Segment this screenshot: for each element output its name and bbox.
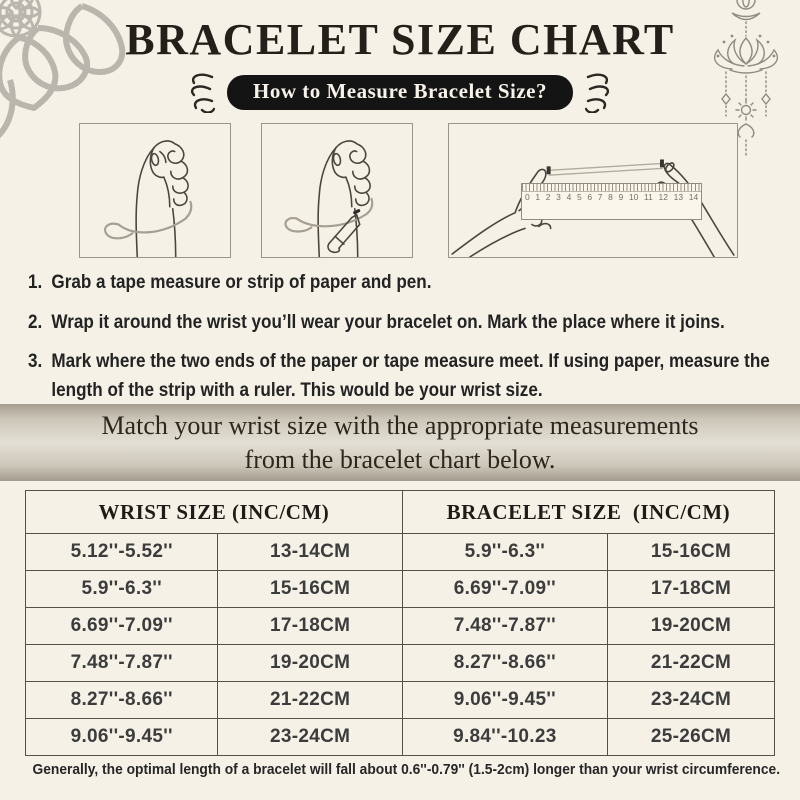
ruler-number: 4: [566, 191, 572, 202]
wrist-cm-cell: 15-16CM: [218, 571, 402, 608]
match-size-banner: [0, 404, 800, 481]
wrist-cm-cell: 23-24CM: [218, 719, 402, 756]
table-row: [26, 571, 775, 608]
wrist-cm-cell: 17-18CM: [218, 608, 402, 645]
page-title: BRACELET SIZE CHART: [125, 15, 675, 64]
hand-with-string-icon: [80, 124, 230, 257]
ruler-numbers: [522, 192, 701, 202]
table-row: [26, 719, 775, 756]
step-number: 1.: [28, 272, 43, 293]
ruler-number: 13: [673, 191, 684, 202]
bracelet-size-header: BRACELET SIZE (INC/CM): [402, 491, 774, 534]
wrist-inches-cell: 5.9''-6.3'': [26, 571, 218, 608]
bracelet-cm-cell: 15-16CM: [607, 534, 774, 571]
squiggle-flourish-right-icon: [585, 71, 615, 113]
ruler-number: 10: [628, 191, 639, 202]
step-number: 2.: [28, 311, 43, 333]
step-text: Grab a tape measure or strip of paper and pen.: [51, 272, 432, 293]
ruler-tick-marks: [522, 184, 701, 192]
table-header-row: [26, 491, 775, 534]
ruler-number: 5: [576, 191, 582, 202]
table-row: [26, 645, 775, 682]
bracelet-inches-cell: 8.27''-8.66'': [402, 645, 607, 682]
illustration-box-mark-pen: [261, 123, 413, 258]
wrist-size-header: WRIST SIZE (INC/CM): [26, 491, 403, 534]
bracelet-inches-cell: 5.9''-6.3'': [402, 534, 607, 571]
wrist-cm-cell: 13-14CM: [218, 534, 402, 571]
bracelet-cm-cell: 23-24CM: [607, 682, 774, 719]
ruler-number: 12: [658, 191, 668, 202]
table-row: [26, 608, 775, 645]
step-text: Mark where the two ends of the paper or tape measure meet. If using paper, measure the length of the strip with a ruler. This would be your wrist size.: [51, 351, 770, 401]
bracelet-inches-cell: 7.48''-7.87'': [402, 608, 607, 645]
step-number: 3.: [28, 351, 43, 372]
wrist-inches-cell: 9.06''-9.45'': [26, 719, 218, 756]
table-row: [26, 682, 775, 719]
ruler-number: 14: [688, 191, 699, 202]
bracelet-cm-cell: 17-18CM: [607, 571, 774, 608]
ruler-number: 6: [587, 191, 593, 202]
ruler: [521, 183, 702, 220]
footer-note-text: Generally, the optimal length of a bracelet will fall about 0.6''-0.79'' (1.5-2cm) longer than your wrist circumference.: [32, 761, 781, 778]
banner-line-1: Match your wrist size with the appropriate measurements: [101, 410, 699, 440]
illustration-box-wrap-string: [79, 123, 231, 258]
footer-note: [0, 761, 800, 779]
wrist-inches-cell: 5.12''-5.52'': [26, 534, 218, 571]
wrist-inches-cell: 8.27''-8.66'': [26, 682, 218, 719]
ruler-number: 11: [644, 191, 653, 202]
ruler-number: 1: [535, 191, 541, 202]
step-text: Wrap it around the wrist you’ll wear your bracelet on. Mark the place where it joins.: [51, 311, 725, 333]
how-to-measure-badge: How to Measure Bracelet Size?: [227, 75, 573, 110]
instruction-step-2: [28, 309, 779, 338]
ruler-number: 9: [618, 191, 624, 202]
illustration-box-measure-ruler: [448, 123, 738, 258]
ruler-number: 3: [556, 191, 561, 202]
instruction-step-1: [28, 269, 779, 298]
bracelet-inches-cell: 9.84''-10.23: [402, 719, 607, 756]
bracelet-inches-cell: 9.06''-9.45'': [402, 682, 607, 719]
wrist-inches-cell: 7.48''-7.87'': [26, 645, 218, 682]
wrist-cm-cell: 19-20CM: [218, 645, 402, 682]
ruler-number: 2: [545, 191, 551, 202]
banner-line-2: from the bracelet chart below.: [244, 444, 556, 474]
squiggle-flourish-left-icon: [185, 71, 215, 113]
ruler-number: 0: [525, 191, 530, 202]
bracelet-cm-cell: 25-26CM: [607, 719, 774, 756]
bracelet-cm-cell: 19-20CM: [607, 608, 774, 645]
instruction-list: [28, 269, 780, 405]
bracelet-cm-cell: 21-22CM: [607, 645, 774, 682]
hand-with-pen-icon: [262, 124, 412, 257]
subtitle-row: [0, 71, 800, 113]
wrist-cm-cell: 21-22CM: [218, 682, 402, 719]
ruler-number: 8: [608, 191, 613, 202]
bracelet-inches-cell: 6.69''-7.09'': [402, 571, 607, 608]
wrist-inches-cell: 6.69''-7.09'': [26, 608, 218, 645]
ruler-number: 7: [597, 191, 603, 202]
instruction-step-3: [28, 348, 779, 405]
table-row: [26, 534, 775, 571]
size-conversion-table: [25, 490, 775, 756]
